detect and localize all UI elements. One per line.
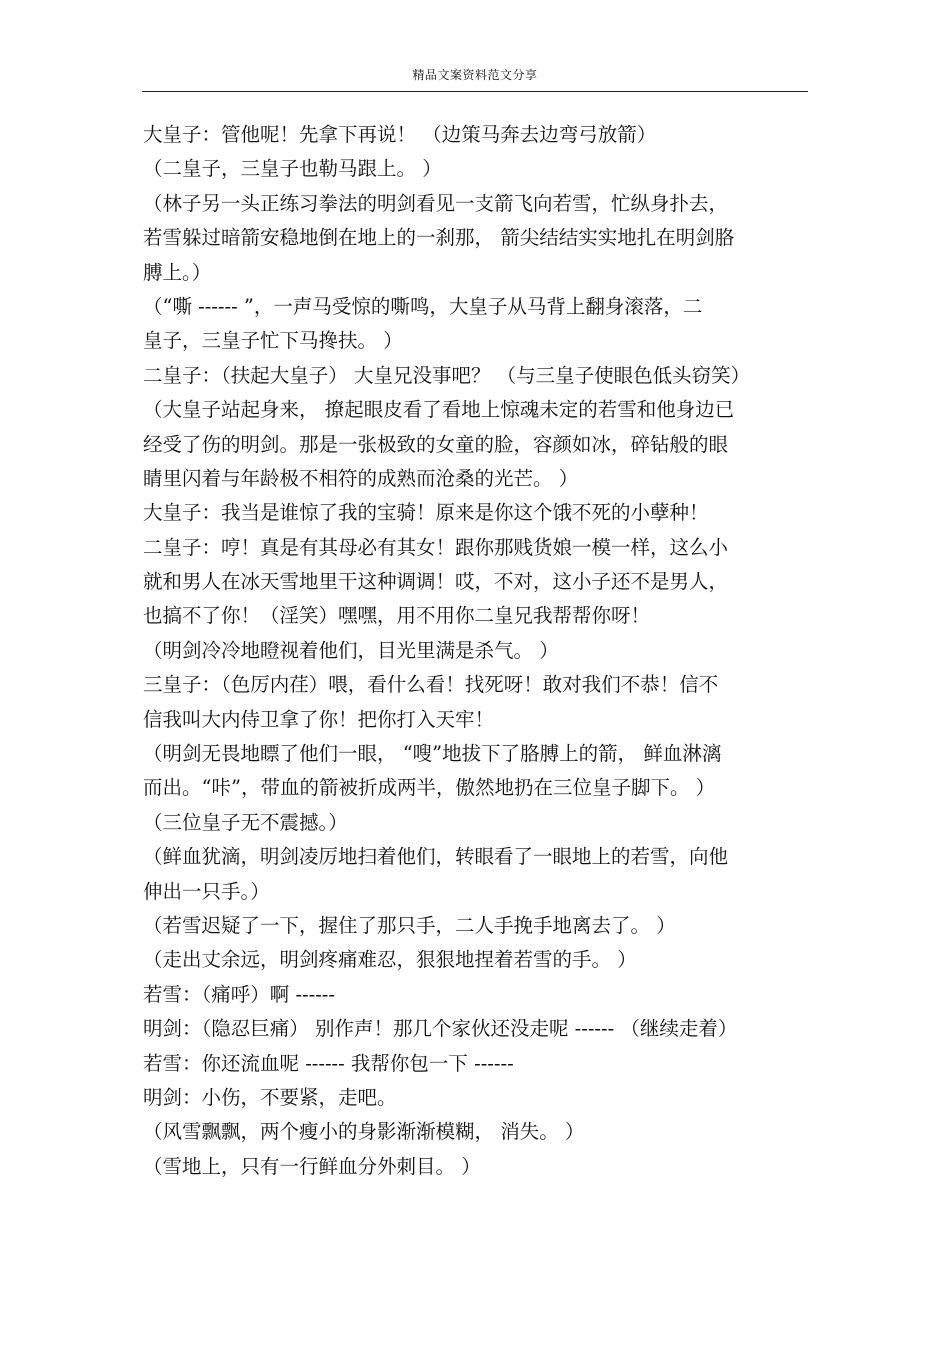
text-line: （明剑冷冷地瞪视着他们，目光里满是杀气。 ） xyxy=(143,638,559,662)
text-line: 睛里闪着与年龄极不相符的成熟而沧桑的光芒。 ） xyxy=(143,466,579,490)
text-line: （雪地上，只有一行鲜血分外刺目。 ） xyxy=(143,1154,481,1178)
text-line: 信我叫大内侍卫拿了你！把你打入天牢！ xyxy=(143,707,495,731)
text-line: 若雪：你还流血呢 ------ 我帮你包一下 ------ xyxy=(143,1051,514,1075)
text-line: （二皇子，三皇子也勒马跟上。 ） xyxy=(143,157,442,181)
text-line: 伸出一只手。） xyxy=(143,879,270,903)
text-line: （明剑无畏地瞟了他们一眼， “嗖”地拔下了胳膊上的箭， 鲜血淋漓 xyxy=(143,742,722,766)
text-line: 就和男人在冰天雪地里干这种调调！哎，不对，这小子还不是男人， xyxy=(143,570,729,594)
text-line: （走出丈余远，明剑疼痛难忍，狠狠地捏着若雪的手。 ） xyxy=(143,948,637,972)
text-line: 三皇子：（色厉内荏）喂，看什么看！找死呀！敢对我们不恭！信不 xyxy=(143,673,719,697)
page-header: 精品文案资料范文分享 xyxy=(412,68,538,82)
header-divider xyxy=(142,91,808,92)
text-line: 二皇子：（扶起大皇子） 大皇兄没事吧？ （与三皇子使眼色低头窃笑） xyxy=(143,363,751,387)
text-line: （风雪飘飘，两个瘦小的身影渐渐模糊， 消失。 ） xyxy=(143,1120,585,1144)
text-line: 若雪躲过暗箭安稳地倒在地上的一刹那， 箭尖结结实实地扎在明剑胳 xyxy=(143,226,735,250)
text-line: 二皇子：哼！真是有其母必有其女！跟你那贱货娘一模一样，这么小 xyxy=(143,535,729,559)
text-line: 大皇子：我当是谁惊了我的宝骑！原来是你这个饿不死的小孽种！ xyxy=(143,501,709,525)
text-line: 明剑：（隐忍巨痛） 别作声！那几个家伙还没走呢 ------ （继续走着） xyxy=(143,1017,738,1041)
text-line: 大皇子：管他呢！先拿下再说！ （边策马奔去边弯弓放箭） xyxy=(143,123,657,146)
text-line: 皇子，三皇子忙下马搀扶。 ） xyxy=(143,329,403,353)
text-line: （三位皇子无不震撼。） xyxy=(143,810,348,834)
text-line: 若雪：（痛呼）啊 ------ xyxy=(143,982,335,1006)
text-line: （大皇子站起身来， 撩起眼皮看了看地上惊魂未定的若雪和他身边已 xyxy=(143,398,735,422)
text-line: （若雪迟疑了一下，握住了那只手，二人手挽手地离去了。 ） xyxy=(143,913,676,937)
text-line: 膊上。） xyxy=(143,260,212,284)
text-line: （林子另一头正练习拳法的明剑看见一支箭飞向若雪，忙纵身扑去， xyxy=(143,191,729,215)
text-line: 而出。“咔”，带血的箭被折成两半，傲然地扔在三位皇子脚下。 ） xyxy=(143,776,716,800)
text-line: 明剑：小伤，不要紧，走吧。 xyxy=(143,1085,397,1109)
document-body xyxy=(143,118,808,1184)
text-line: （鲜血犹滴，明剑凌厉地扫着他们，转眼看了一眼地上的若雪，向他 xyxy=(143,845,729,869)
text-line: 经受了伤的明剑。那是一张极致的女童的脸，容颜如冰，碎钻般的眼 xyxy=(143,432,729,456)
text-line: （“嘶 ------ ”，一声马受惊的嘶鸣，大皇子从马背上翻身滚落，二 xyxy=(143,294,703,318)
text-line: 也搞不了你！（淫笑）嘿嘿，用不用你二皇兄我帮帮你呀！ xyxy=(143,604,651,628)
